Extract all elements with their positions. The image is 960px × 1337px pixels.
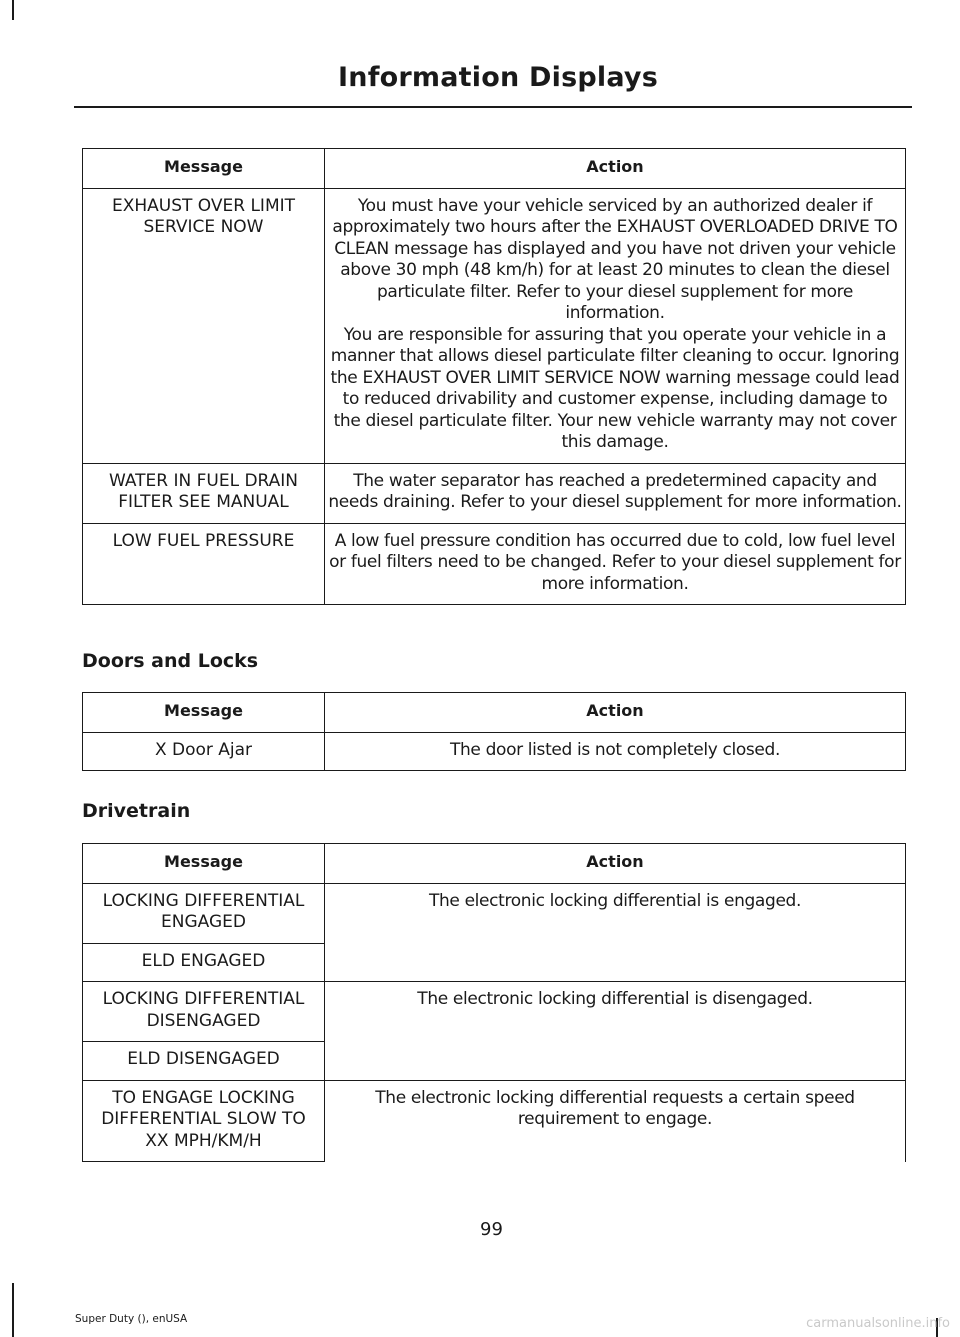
table-header-row <box>83 693 906 733</box>
section-heading-doors: Doors and Locks <box>82 650 259 672</box>
table-row <box>83 1080 906 1162</box>
table-row <box>83 732 906 771</box>
action-cell: The electronic locking differential requests a certain speed requirement to engage. <box>325 1080 906 1162</box>
column-header-message: Message <box>83 844 325 884</box>
action-cell: A low fuel pressure condition has occurred due to cold, low fuel level or fuel filters need to be changed. Refer to your diesel supplement for more information. <box>325 523 906 605</box>
action-cell: The water separator has reached a predetermined capacity and needs draining. Refer to your diesel supplement for more information. <box>325 463 906 523</box>
message-cell: X Door Ajar <box>83 732 325 771</box>
message-cell: LOW FUEL PRESSURE <box>83 523 325 605</box>
page-title: Information Displays <box>338 62 658 93</box>
column-header-action: Action <box>325 693 906 733</box>
table-header-row <box>83 844 906 884</box>
message-cell: TO ENGAGE LOCKING DIFFERENTIAL SLOW TO XX MPH/KM/H <box>83 1080 325 1162</box>
message-cell: ELD DISENGAGED <box>83 1042 325 1081</box>
action-cell <box>325 188 906 463</box>
section-heading-drivetrain: Drivetrain <box>82 800 191 822</box>
action-cell: The door listed is not completely closed. <box>325 732 906 771</box>
table-row <box>83 982 906 1042</box>
document-info: Super Duty (), enUSA <box>75 1313 188 1325</box>
action-paragraph: You must have your vehicle serviced by an authorized dealer if approximately two hours after the EXHAUST OVERLOADED DRIVE TO CLEAN message has displayed and you have not driven your vehicle above 30 mph (48 km/h) for at least 20 minutes to clean the diesel particulate filter. Refer to your diesel supplement for more information. <box>332 195 898 323</box>
message-cell: ELD ENGAGED <box>83 943 325 982</box>
table-row <box>83 188 906 463</box>
doors-messages-table <box>82 692 906 771</box>
action-cell: The electronic locking differential is engaged. <box>325 883 906 982</box>
table-header-row <box>83 149 906 189</box>
crop-mark-bottom-left <box>12 1283 14 1337</box>
crop-mark-top-left <box>12 0 14 20</box>
message-cell: WATER IN FUEL DRAIN FILTER SEE MANUAL <box>83 463 325 523</box>
message-cell: LOCKING DIFFERENTIAL DISENGAGED <box>83 982 325 1042</box>
column-header-action: Action <box>325 844 906 884</box>
header-divider <box>74 106 912 108</box>
column-header-action: Action <box>325 149 906 189</box>
drivetrain-messages-table <box>82 843 906 1162</box>
message-cell: EXHAUST OVER LIMIT SERVICE NOW <box>83 188 325 463</box>
table-row <box>83 883 906 943</box>
column-header-message: Message <box>83 693 325 733</box>
action-paragraph: You are responsible for assuring that you operate your vehicle in a manner that allows diesel particulate filter cleaning to occur. Ignoring the EXHAUST OVER LIMIT SERVICE NOW warning message could lead to reduced drivability and customer expense, including damage to the diesel particulate filter. Your new vehicle warranty may not cover this damage. <box>330 324 900 452</box>
action-cell: The electronic locking differential is disengaged. <box>325 982 906 1081</box>
fuel-messages-table <box>82 148 906 605</box>
column-header-message: Message <box>83 149 325 189</box>
watermark: carmanualsonline.info <box>806 1316 950 1331</box>
table-row <box>83 523 906 605</box>
table-row <box>83 463 906 523</box>
page-number: 99 <box>480 1219 503 1240</box>
message-cell: LOCKING DIFFERENTIAL ENGAGED <box>83 883 325 943</box>
